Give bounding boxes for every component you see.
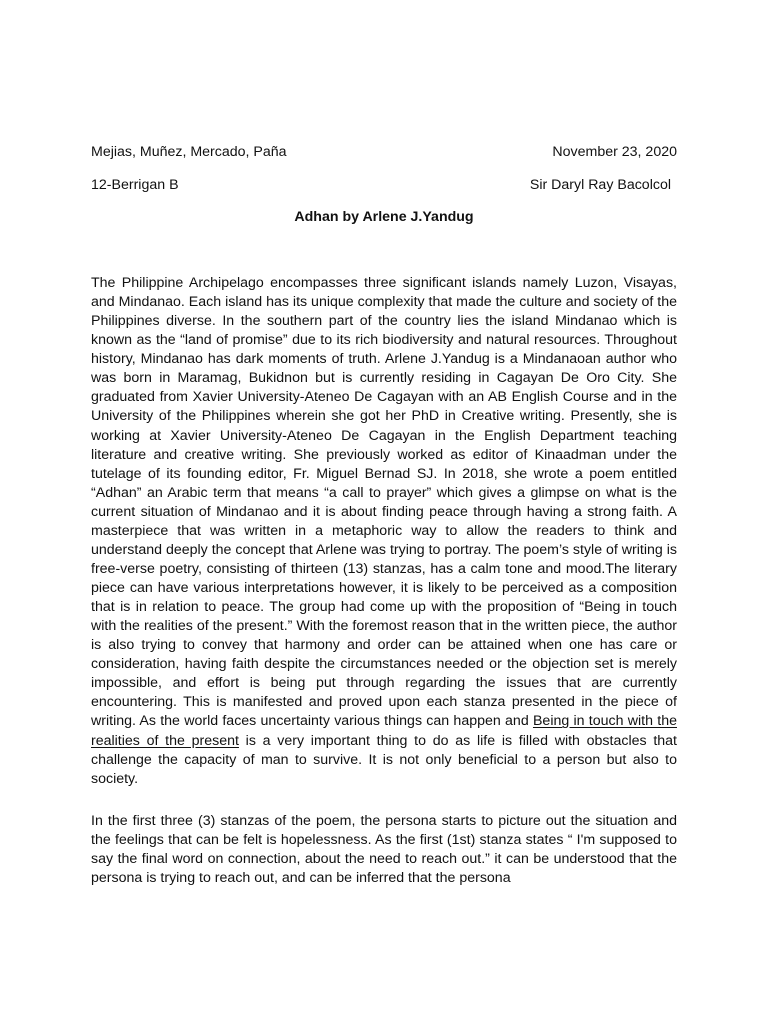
- paragraph-intro: [91, 274, 677, 789]
- paragraph-intro-ending: is a very important thing to do as life is filled with obstacles that challenge the capacity of man to survive. It is not only beneficial to a person but also to society.: [91, 732, 677, 787]
- header-row-1: [91, 143, 677, 162]
- submission-date: November 23, 2020: [552, 144, 677, 160]
- header-row-2: [91, 176, 677, 195]
- paragraph-stanza-analysis: In the first three (3) stanzas of the poem, the persona starts to picture out the situation and the feelings that can be felt is hopelessness. As the first (1st) stanza states “ I'm supposed to say the final word on connection, about the need to reach out.” it can be understood that the persona is trying to reach out, and can be inferred that the persona: [91, 813, 677, 887]
- paragraph-intro-text: The Philippine Archipelago encompasses three significant islands namely Luzon, Visayas, and Mindanao. Each island has its unique complexity that made the culture and society of the Philippines diverse. In the southern part of the country lies the island Mindanao which is known as the “land of promise” due to its rich biodiversity and natural resources. Throughout history, Mindanao has dark moments of truth. Arlene J.Yandug is a Mindanaoan author who was born in Maramag, Bukidnon but is currently residing in Cagayan De Oro City. She graduated from Xavier University-Ateneo De Cagayan with an AB English Course and in the University of the Philippines wherein she got her PhD in Creative writing. Presently, she is working at Xavier University-Ateneo De Cagayan in the English Department teaching literature and creative writing. She previously worked as editor of Kinaadman under the tutelage of its founding editor, Fr. Miguel Bernad SJ. In 2018, she wrote a poem entitled “Adhan” an Arabic term that means “a call to prayer” which gives a glimpse on what is the current situation of Mindanao and it is about finding peace through having a strong faith. A masterpiece that was written in a metaphoric way to allow the readers to think and understand deeply the concept that Arlene was trying to portray. The poem’s style of writing is free-verse poetry, consisting of thirteen (13) stanzas, has a calm tone and mood.The literary piece can have various interpretations however, it is likely to be perceived as a composition that is in relation to peace. The group had come up with the proposition of “Being in touch with the realities of the present.” With the foremost reason that in the written piece, the author is also trying to convey that harmony and order can be attained when one has care or consideration, having faith despite the circumstances needed or the objection set is merely impossible, and effort is being put through regarding the issues that are currently encountering. This is manifested and proved upon each stanza presented in the piece of writing. As the world faces uncertainty various things can happen and: [91, 275, 677, 730]
- document-title: Adhan by Arlene J.Yandug: [294, 209, 474, 225]
- author-names: Mejias, Muñez, Mercado, Paña: [91, 144, 287, 160]
- teacher-name: Sir Daryl Ray Bacolcol: [529, 177, 671, 193]
- underlined-phrase: Being in touch with the realities of the present: [91, 713, 677, 749]
- class-section: 12-Berrigan B: [91, 177, 179, 193]
